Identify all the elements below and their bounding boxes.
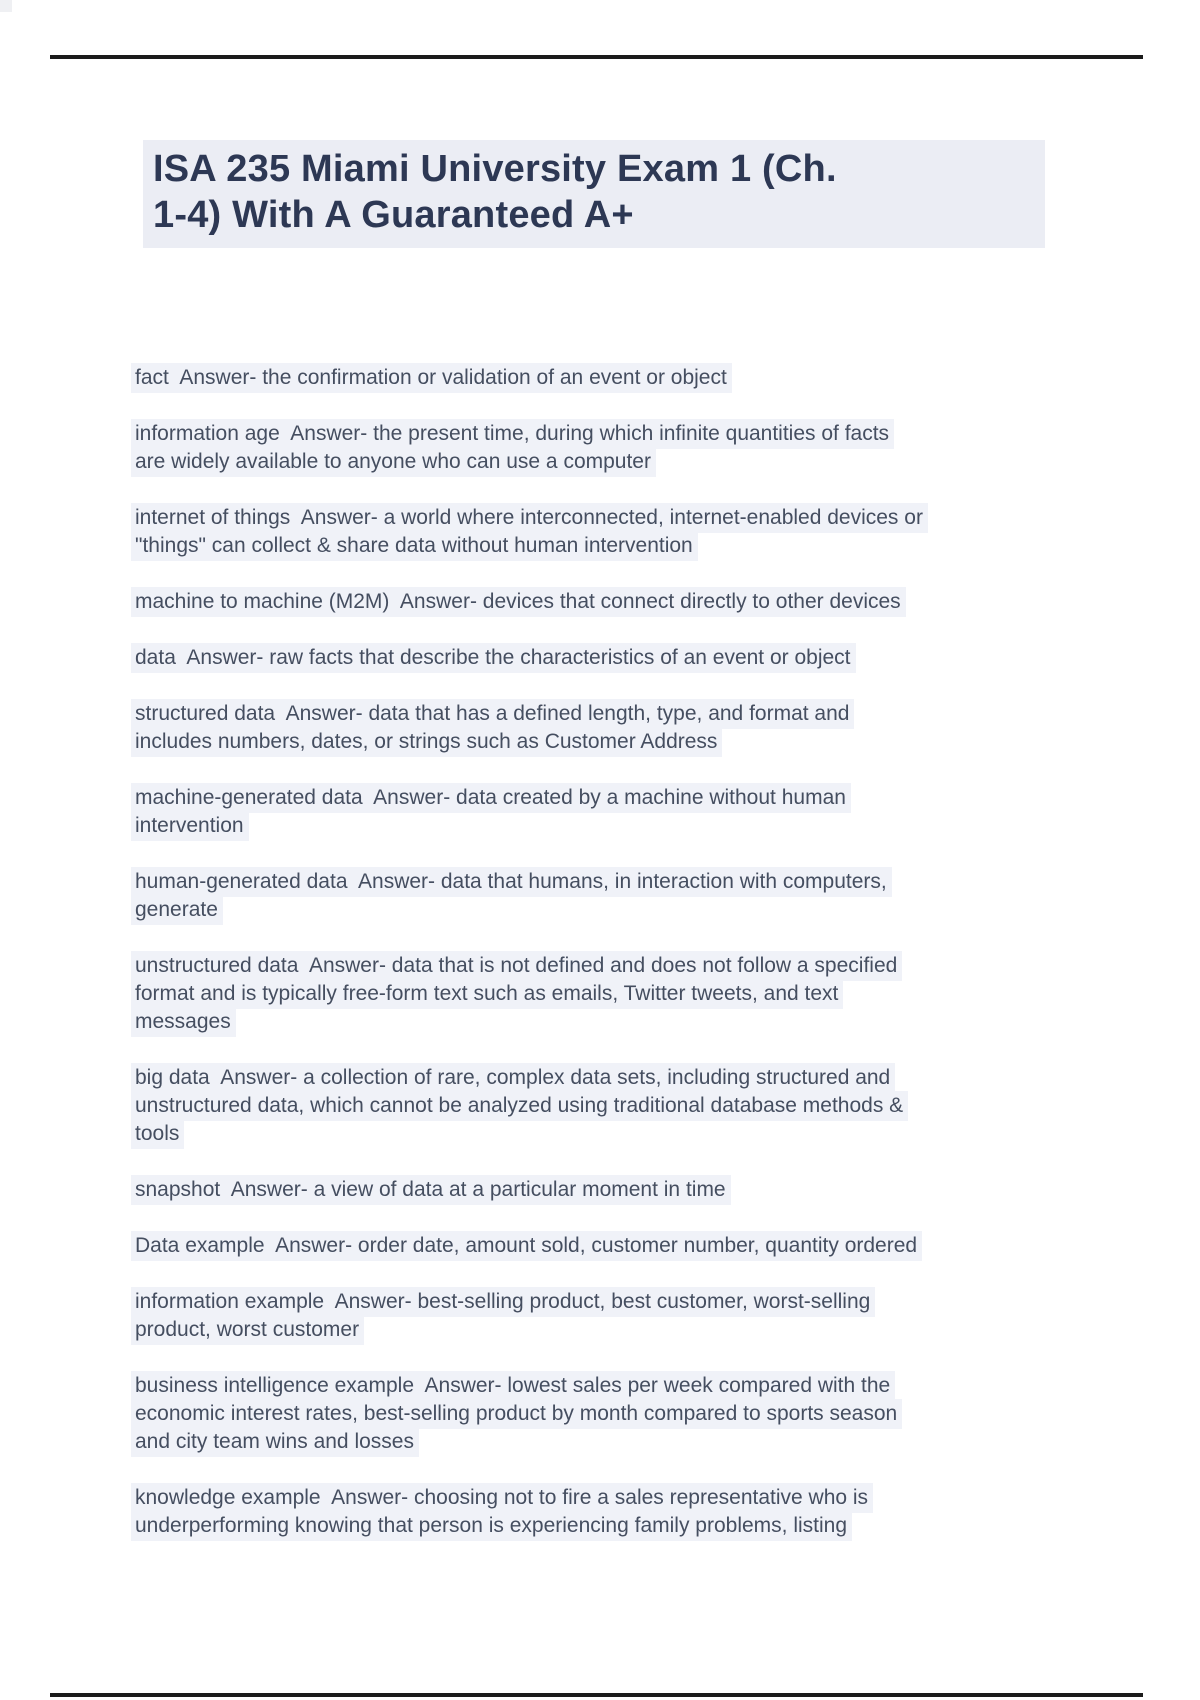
bottom-rule <box>50 1693 1143 1697</box>
qa-item <box>135 1232 1115 1260</box>
qa-line: messages <box>131 1007 236 1037</box>
qa-line: human-generated data Answer- data that humans, in interaction with computers, <box>131 867 892 897</box>
top-rule <box>50 55 1143 59</box>
qa-line: data Answer- raw facts that describe the characteristics of an event or object <box>131 643 856 673</box>
qa-list <box>135 364 1115 1540</box>
qa-line: machine to machine (M2M) Answer- devices that connect directly to other devices <box>131 587 906 617</box>
qa-item <box>135 1288 1115 1344</box>
qa-line: big data Answer- a collection of rare, complex data sets, including structured and <box>131 1063 895 1093</box>
qa-item <box>135 420 1115 476</box>
qa-line: business intelligence example Answer- lowest sales per week compared with the <box>131 1371 895 1401</box>
qa-line: format and is typically free-form text such as emails, Twitter tweets, and text <box>131 979 843 1009</box>
qa-item <box>135 868 1115 924</box>
qa-line: knowledge example Answer- choosing not to fire a sales representative who is <box>131 1483 873 1513</box>
qa-item <box>135 504 1115 560</box>
qa-line: structured data Answer- data that has a defined length, type, and format and <box>131 699 854 729</box>
qa-line: are widely available to anyone who can use a computer <box>131 447 656 477</box>
qa-line: unstructured data Answer- data that is not defined and does not follow a specified <box>131 951 902 981</box>
qa-line: unstructured data, which cannot be analyzed using traditional database methods & <box>131 1091 908 1121</box>
qa-line: underperforming knowing that person is experiencing family problems, listing <box>131 1511 852 1541</box>
qa-line: "things" can collect & share data without human intervention <box>131 531 698 561</box>
qa-line: economic interest rates, best-selling product by month compared to sports season <box>131 1399 902 1429</box>
qa-line: and city team wins and losses <box>131 1427 419 1457</box>
qa-item <box>135 952 1115 1036</box>
page-content <box>135 140 1115 1568</box>
qa-line: information example Answer- best-selling product, best customer, worst-selling <box>131 1287 875 1317</box>
qa-item <box>135 700 1115 756</box>
qa-item <box>135 644 1115 672</box>
qa-item <box>135 1372 1115 1456</box>
qa-item <box>135 1484 1115 1540</box>
scan-corner-artifact <box>0 0 12 12</box>
qa-line: Data example Answer- order date, amount sold, customer number, quantity ordered <box>131 1231 922 1261</box>
qa-line: information age Answer- the present time, during which infinite quantities of facts <box>131 419 894 449</box>
qa-line: snapshot Answer- a view of data at a particular moment in time <box>131 1175 731 1205</box>
page-title-line: ISA 235 Miami University Exam 1 (Ch. <box>153 148 837 190</box>
qa-line: tools <box>131 1119 184 1149</box>
qa-line: machine-generated data Answer- data created by a machine without human <box>131 783 851 813</box>
page-title-line: 1-4) With A Guaranteed A+ <box>153 194 634 236</box>
qa-item <box>135 1064 1115 1148</box>
qa-line: includes numbers, dates, or strings such as Customer Address <box>131 727 722 757</box>
qa-line: fact Answer- the confirmation or validation of an event or object <box>131 363 732 393</box>
qa-item <box>135 1176 1115 1204</box>
qa-line: generate <box>131 895 223 925</box>
page-title <box>143 140 1045 248</box>
qa-line: internet of things Answer- a world where interconnected, internet-enabled devices or <box>131 503 928 533</box>
qa-item <box>135 784 1115 840</box>
qa-line: intervention <box>131 811 249 841</box>
qa-item <box>135 588 1115 616</box>
qa-item <box>135 364 1115 392</box>
qa-line: product, worst customer <box>131 1315 364 1345</box>
